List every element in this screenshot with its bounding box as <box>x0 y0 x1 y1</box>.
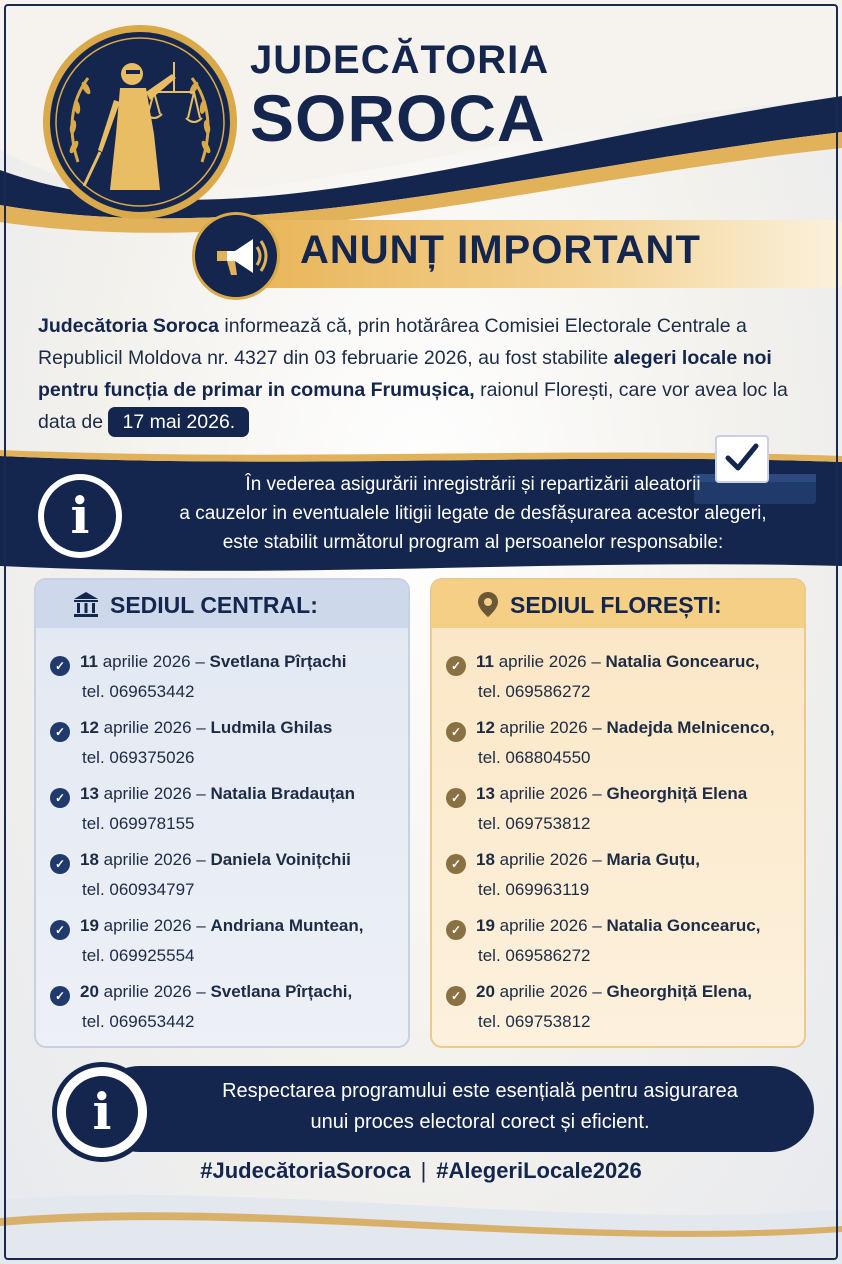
intro-text-part2: raionul Florești, care vor avea loc la data de <box>38 379 788 433</box>
list-item: ✓ 13 aprilie 2026 – Gheorghiță Elena tel. 069753812 <box>444 778 804 844</box>
megaphone-icon <box>192 212 280 300</box>
announcement-heading: ANUNȚ IMPORTANT <box>300 228 701 272</box>
list-item: ✓ 11 aprilie 2026 – Svetlana Pîrțachi tel. 069653442 <box>48 646 408 712</box>
check-icon: ✓ <box>446 788 466 808</box>
info-line2: a cauzelor in eventualele litigii legate de desfășurarea acestor alegeri, <box>179 503 767 524</box>
court-name: Judecătoria Soroca <box>38 315 219 337</box>
intro-text-part1: informează că, prin hotărârea Comisiei Electorale Centrale a Republicil Moldova nr. 4327 din 03 februarie 2026, au fost stabilite <box>38 315 747 369</box>
courthouse-icon <box>72 590 100 618</box>
floresti-office-header <box>432 580 804 628</box>
check-icon: ✓ <box>50 854 70 874</box>
hashtag-court: #JudecătoriaSoroca <box>200 1158 411 1183</box>
central-schedule-list <box>48 646 408 1042</box>
check-icon: ✓ <box>446 656 466 676</box>
info-icon: i <box>52 1062 152 1162</box>
check-icon: ✓ <box>446 986 466 1006</box>
list-item: ✓ 11 aprilie 2026 – Natalia Goncearuc, tel. 069586272 <box>444 646 804 712</box>
check-icon: ✓ <box>50 986 70 1006</box>
list-item: ✓ 19 aprilie 2026 – Natalia Goncearuc, tel. 069586272 <box>444 910 804 976</box>
list-item: ✓ 20 aprilie 2026 – Svetlana Pîrțachi, tel. 069653442 <box>48 976 408 1042</box>
info-line3: este stabilit următorul program al persoanelor responsabile: <box>222 532 724 553</box>
floresti-office-title: SEDIUL FLOREȘTI: <box>510 592 722 618</box>
hashtags <box>0 1158 842 1184</box>
info-band-text <box>128 470 818 557</box>
info-icon: i <box>34 470 126 562</box>
footer-line2: unui proces electoral corect și eficient. <box>310 1111 650 1133</box>
info-line1: În vederea asigurării inregistrării și repartizării aleatorii <box>245 474 701 495</box>
hashtag-elections: #AlegeriLocale2026 <box>436 1158 642 1183</box>
check-icon: ✓ <box>50 920 70 940</box>
list-item: ✓ 20 aprilie 2026 – Gheorghiță Elena, tel. 069753812 <box>444 976 804 1042</box>
election-date-badge: 17 mai 2026. <box>108 407 249 437</box>
court-title-line2: SOROCA <box>250 81 546 155</box>
floresti-schedule-list <box>444 646 804 1042</box>
hashtag-separator: | <box>420 1158 427 1183</box>
check-icon: ✓ <box>446 722 466 742</box>
themis-justice-seal-icon <box>40 22 240 222</box>
map-pin-icon <box>474 590 502 618</box>
central-office-title: SEDIUL CENTRAL: <box>110 592 318 618</box>
check-icon: ✓ <box>446 854 466 874</box>
intro-paragraph <box>38 310 828 438</box>
floresti-office-panel <box>430 578 806 1048</box>
intro-bold-part: alegeri locale noi pentru funcția de primar in comuna Frumușica, <box>38 347 772 401</box>
central-office-header <box>36 580 408 628</box>
check-icon: ✓ <box>50 656 70 676</box>
check-icon: ✓ <box>446 920 466 940</box>
court-title-line1: JUDECĂTORIA <box>250 38 550 82</box>
list-item: ✓ 13 aprilie 2026 – Natalia Bradauțan tel. 069978155 <box>48 778 408 844</box>
check-icon: ✓ <box>50 788 70 808</box>
list-item: ✓ 19 aprilie 2026 – Andriana Muntean, tel. 069925554 <box>48 910 408 976</box>
list-item: ✓ 12 aprilie 2026 – Ludmila Ghilas tel. 069375026 <box>48 712 408 778</box>
footer-note-text <box>160 1076 800 1138</box>
list-item: ✓ 18 aprilie 2026 – Maria Guțu, tel. 069963119 <box>444 844 804 910</box>
check-icon: ✓ <box>50 722 70 742</box>
list-item: ✓ 18 aprilie 2026 – Daniela Voinițchii tel. 060934797 <box>48 844 408 910</box>
list-item: ✓ 12 aprilie 2026 – Nadejda Melnicenco, tel. 068804550 <box>444 712 804 778</box>
central-office-panel <box>34 578 410 1048</box>
footer-line1: Respectarea programului este esențială pentru asigurarea <box>222 1080 738 1102</box>
